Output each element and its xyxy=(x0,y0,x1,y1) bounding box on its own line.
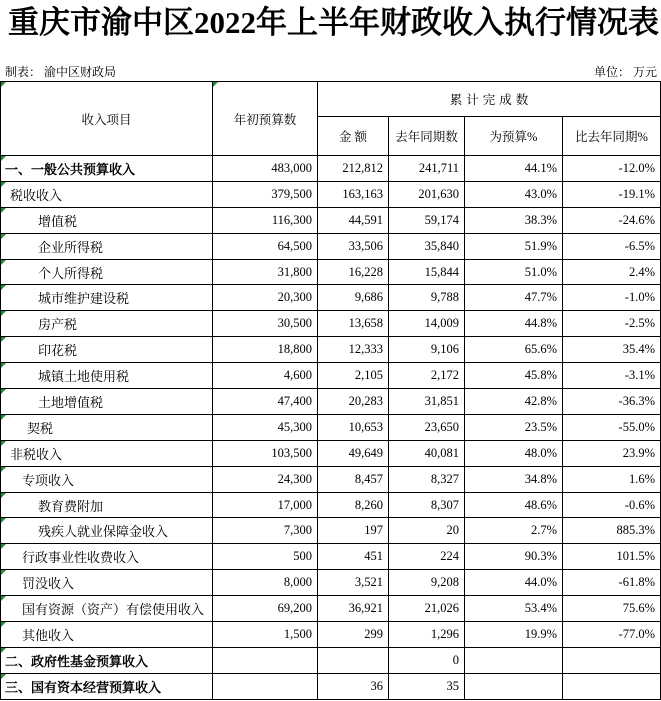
budget-cell xyxy=(213,648,318,674)
amount-cell: 299 xyxy=(318,622,389,648)
pct-budget-cell: 42.8% xyxy=(465,389,563,415)
pct-budget-cell: 48.6% xyxy=(465,493,563,519)
pct-yoy-cell: 1.6% xyxy=(563,467,661,493)
amount-cell: 451 xyxy=(318,544,389,570)
pct-budget-cell: 19.9% xyxy=(465,622,563,648)
last-year-cell: 201,630 xyxy=(389,182,465,208)
last-year-cell: 40,081 xyxy=(389,441,465,467)
last-year-cell: 2,172 xyxy=(389,363,465,389)
amount-cell: 20,283 xyxy=(318,389,389,415)
last-year-cell: 0 xyxy=(389,648,465,674)
header-amount: 金 额 xyxy=(318,117,389,156)
pct-yoy-cell: -55.0% xyxy=(563,415,661,441)
amount-cell: 49,649 xyxy=(318,441,389,467)
item-name-cell: 城市维护建设税 xyxy=(1,285,213,311)
pct-budget-cell: 51.9% xyxy=(465,234,563,260)
amount-cell: 36 xyxy=(318,674,389,700)
budget-cell: 18,800 xyxy=(213,337,318,363)
amount-cell: 163,163 xyxy=(318,182,389,208)
budget-cell: 31,800 xyxy=(213,260,318,286)
amount-cell: 13,658 xyxy=(318,311,389,337)
unit-label: 单位： 万元 xyxy=(593,65,657,79)
budget-cell: 103,500 xyxy=(213,441,318,467)
last-year-cell: 241,711 xyxy=(389,156,465,182)
pct-budget-cell: 44.1% xyxy=(465,156,563,182)
item-name-cell: 残疾人就业保障金收入 xyxy=(1,518,213,544)
pct-yoy-cell: -12.0% xyxy=(563,156,661,182)
budget-cell: 69,200 xyxy=(213,596,318,622)
pct-budget-cell: 44.8% xyxy=(465,311,563,337)
budget-cell: 20,300 xyxy=(213,285,318,311)
amount-cell: 16,228 xyxy=(318,260,389,286)
preparer-label: 制表： 渝中区财政局 xyxy=(5,65,117,79)
item-name-cell: 国有资源（资产）有偿使用收入 xyxy=(1,596,213,622)
pct-yoy-cell: -61.8% xyxy=(563,570,661,596)
amount-cell: 44,591 xyxy=(318,208,389,234)
item-name-cell: 企业所得税 xyxy=(1,234,213,260)
pct-budget-cell: 34.8% xyxy=(465,467,563,493)
amount-cell: 12,333 xyxy=(318,337,389,363)
pct-budget-cell: 45.8% xyxy=(465,363,563,389)
pct-budget-cell: 47.7% xyxy=(465,285,563,311)
amount-cell xyxy=(318,648,389,674)
pct-yoy-cell: -24.6% xyxy=(563,208,661,234)
pct-budget-cell: 44.0% xyxy=(465,570,563,596)
pct-budget-cell: 23.5% xyxy=(465,415,563,441)
item-name-cell: 罚没收入 xyxy=(1,570,213,596)
pct-budget-cell: 90.3% xyxy=(465,544,563,570)
header-cumulative: 累计完成数 xyxy=(318,82,661,117)
pct-yoy-cell xyxy=(563,674,661,700)
last-year-cell: 21,026 xyxy=(389,596,465,622)
item-name-cell: 个人所得税 xyxy=(1,260,213,286)
pct-yoy-cell: -6.5% xyxy=(563,234,661,260)
pct-yoy-cell: -1.0% xyxy=(563,285,661,311)
last-year-cell: 31,851 xyxy=(389,389,465,415)
item-name-cell: 非税收入 xyxy=(1,441,213,467)
budget-cell: 47,400 xyxy=(213,389,318,415)
amount-cell: 197 xyxy=(318,518,389,544)
item-name-cell: 行政事业性收费收入 xyxy=(1,544,213,570)
pct-budget-cell: 51.0% xyxy=(465,260,563,286)
item-name-cell: 二、政府性基金预算收入 xyxy=(1,648,213,674)
budget-cell: 500 xyxy=(213,544,318,570)
pct-yoy-cell: 35.4% xyxy=(563,337,661,363)
header-pct-yoy: 比去年同期% xyxy=(563,117,661,156)
amount-cell: 8,457 xyxy=(318,467,389,493)
last-year-cell: 59,174 xyxy=(389,208,465,234)
item-name-cell: 专项收入 xyxy=(1,467,213,493)
last-year-cell: 224 xyxy=(389,544,465,570)
item-name-cell: 土地增值税 xyxy=(1,389,213,415)
amount-cell: 8,260 xyxy=(318,493,389,519)
pct-yoy-cell: -36.3% xyxy=(563,389,661,415)
last-year-cell: 8,307 xyxy=(389,493,465,519)
pct-yoy-cell: -19.1% xyxy=(563,182,661,208)
amount-cell: 3,521 xyxy=(318,570,389,596)
pct-budget-cell xyxy=(465,648,563,674)
last-year-cell: 15,844 xyxy=(389,260,465,286)
budget-cell: 64,500 xyxy=(213,234,318,260)
pct-budget-cell: 65.6% xyxy=(465,337,563,363)
pct-yoy-cell: 75.6% xyxy=(563,596,661,622)
amount-cell: 9,686 xyxy=(318,285,389,311)
page-title: 重庆市渝中区2022年上半年财政收入执行情况表 xyxy=(8,5,659,40)
budget-cell: 483,000 xyxy=(213,156,318,182)
item-name-cell: 教育费附加 xyxy=(1,493,213,519)
budget-cell: 17,000 xyxy=(213,493,318,519)
item-name-cell: 房产税 xyxy=(1,311,213,337)
budget-cell: 379,500 xyxy=(213,182,318,208)
item-name-cell: 一、一般公共预算收入 xyxy=(1,156,213,182)
pct-yoy-cell: 885.3% xyxy=(563,518,661,544)
header-pct-budget: 为预算% xyxy=(465,117,563,156)
budget-cell: 1,500 xyxy=(213,622,318,648)
budget-cell: 7,300 xyxy=(213,518,318,544)
budget-cell: 116,300 xyxy=(213,208,318,234)
item-name-cell: 印花税 xyxy=(1,337,213,363)
last-year-cell: 9,788 xyxy=(389,285,465,311)
budget-cell: 4,600 xyxy=(213,363,318,389)
header-last-year: 去年同期数 xyxy=(389,117,465,156)
item-name-cell: 城镇土地使用税 xyxy=(1,363,213,389)
pct-budget-cell: 53.4% xyxy=(465,596,563,622)
header-item: 收入项目 xyxy=(1,82,213,156)
pct-yoy-cell: 23.9% xyxy=(563,441,661,467)
budget-cell: 24,300 xyxy=(213,467,318,493)
budget-cell: 8,000 xyxy=(213,570,318,596)
last-year-cell: 1,296 xyxy=(389,622,465,648)
pct-budget-cell xyxy=(465,674,563,700)
last-year-cell: 23,650 xyxy=(389,415,465,441)
pct-yoy-cell: 101.5% xyxy=(563,544,661,570)
item-name-cell: 契税 xyxy=(1,415,213,441)
last-year-cell: 9,208 xyxy=(389,570,465,596)
item-name-cell: 其他收入 xyxy=(1,622,213,648)
last-year-cell: 9,106 xyxy=(389,337,465,363)
last-year-cell: 35 xyxy=(389,674,465,700)
last-year-cell: 14,009 xyxy=(389,311,465,337)
pct-budget-cell: 48.0% xyxy=(465,441,563,467)
pct-budget-cell: 2.7% xyxy=(465,518,563,544)
last-year-cell: 20 xyxy=(389,518,465,544)
budget-cell xyxy=(213,674,318,700)
amount-cell: 10,653 xyxy=(318,415,389,441)
pct-yoy-cell: -77.0% xyxy=(563,622,661,648)
pct-yoy-cell: -0.6% xyxy=(563,493,661,519)
last-year-cell: 35,840 xyxy=(389,234,465,260)
pct-yoy-cell: -2.5% xyxy=(563,311,661,337)
amount-cell: 2,105 xyxy=(318,363,389,389)
pct-budget-cell: 38.3% xyxy=(465,208,563,234)
pct-yoy-cell: -3.1% xyxy=(563,363,661,389)
budget-cell: 30,500 xyxy=(213,311,318,337)
amount-cell: 36,921 xyxy=(318,596,389,622)
pct-yoy-cell xyxy=(563,648,661,674)
item-name-cell: 三、国有资本经营预算收入 xyxy=(1,674,213,700)
header-budget: 年初预算数 xyxy=(213,82,318,156)
amount-cell: 212,812 xyxy=(318,156,389,182)
last-year-cell: 8,327 xyxy=(389,467,465,493)
item-name-cell: 税收收入 xyxy=(1,182,213,208)
revenue-table xyxy=(0,81,661,700)
item-name-cell: 增值税 xyxy=(1,208,213,234)
pct-budget-cell: 43.0% xyxy=(465,182,563,208)
pct-yoy-cell: 2.4% xyxy=(563,260,661,286)
budget-cell: 45,300 xyxy=(213,415,318,441)
amount-cell: 33,506 xyxy=(318,234,389,260)
